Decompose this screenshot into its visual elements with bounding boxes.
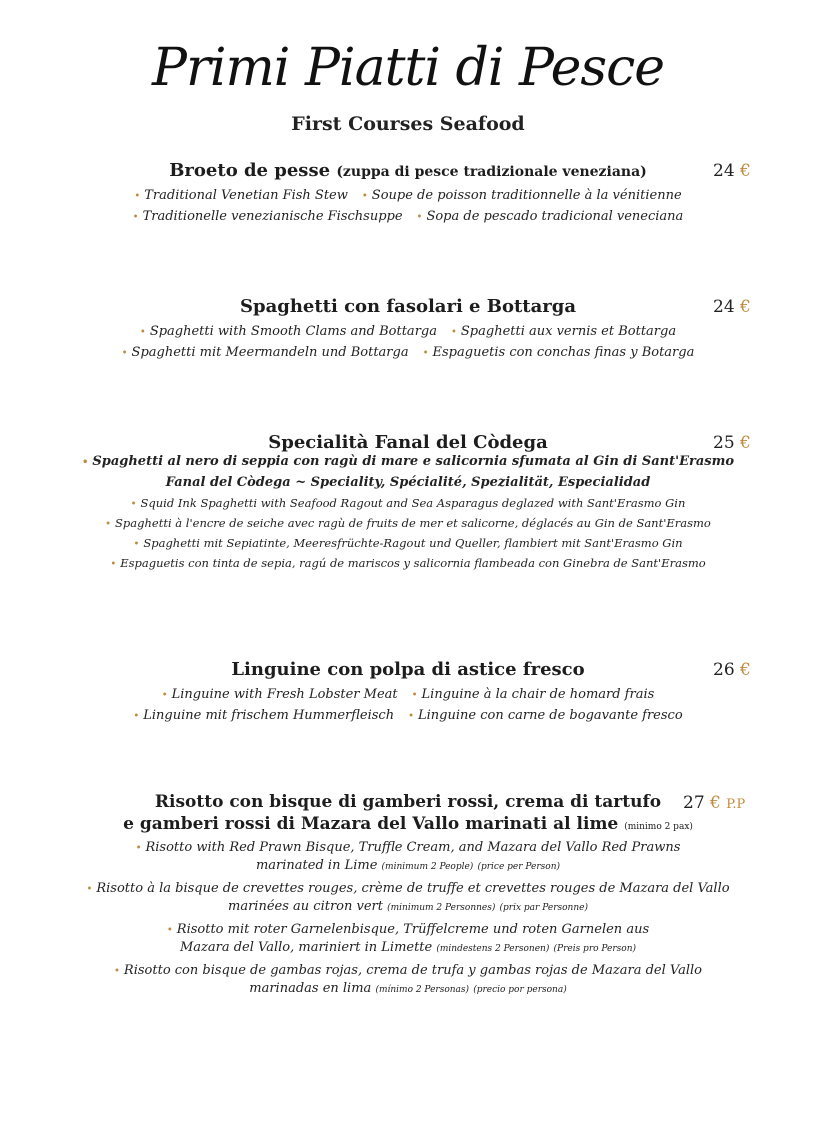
translation-line: • Spaghetti à l'encre de seiche avec ragù de fruits de mer et salicorne, déglacés au Gin de Sant'Erasmo [105, 516, 711, 530]
translation-line: • Traditional Venetian Fish Stew • Soupe de poisson traditionnelle à la vénitienne [134, 188, 682, 203]
dish-price: 27 € P.P [683, 793, 746, 813]
dish-name-line-2: e gamberi rossi di Mazara del Vallo marinati al lime (minimo 2 pax) [123, 814, 693, 834]
translation-line: • Linguine mit frischem Hummerfleisch • Linguine con carne de bogavante fresco [133, 708, 683, 723]
translation-line: • Squid Ink Spaghetti with Seafood Ragout and Sea Asparagus deglazed with Sant'Erasmo Gin [130, 496, 686, 510]
translation-line: • Risotto mit roter Garnelenbisque, Trüffelcreme und roten Garnelen aus [166, 922, 650, 937]
speciality-line: Fanal del Còdega ~ Speciality, Spécialité, Spezialität, Especialidad [165, 475, 651, 490]
menu-title: Primi Piatti di Pesce [152, 38, 664, 98]
translation-line: • Espaguetis con tinta de sepia, ragú de mariscos y salicornia flambeada con Ginebra de Sant'Erasmo [110, 556, 706, 570]
dish-name: Spaghetti con fasolari e Bottarga [239, 296, 577, 317]
dish-name: Specialità Fanal del Còdega [268, 432, 548, 453]
dish-price: 26 € [713, 660, 751, 680]
dish-specialita-fanal [0, 432, 816, 570]
translation-line: marinated in Lime (minimum 2 People) (price per Person) [255, 858, 561, 873]
translation-line: • Risotto à la bisque de crevettes rouges, crème de truffe et crevettes rouges de Mazara del Vallo [86, 881, 730, 896]
dish-name-line-1: Risotto con bisque di gamberi rossi, crema di tartufo [154, 792, 662, 812]
translation-line: • Traditionelle venezianische Fischsuppe • Sopa de pescado tradicional veneciana [132, 209, 684, 224]
dish-price: 25 € [713, 433, 751, 453]
translation-line: • Risotto con bisque de gambas rojas, crema de trufa y gambas rojas de Mazara del Vallo [114, 963, 702, 978]
dish-name: Linguine con polpa di astice fresco [231, 659, 585, 680]
dish-spaghetti-fasolari [0, 296, 816, 360]
translation-line: • Spaghetti with Smooth Clams and Bottarga • Spaghetti aux vernis et Bottarga [139, 324, 677, 339]
translation-line: • Risotto with Red Prawn Bisque, Truffle Cream, and Mazara del Vallo Red Prawns [135, 840, 681, 855]
translation-line: marinadas en lima (mínimo 2 Personas) (precio por persona) [249, 981, 567, 996]
translation-line: • Spaghetti mit Sepiatinte, Meeresfrüchte-Ragout und Queller, flambiert mit Sant'Erasmo Gin [133, 536, 683, 550]
menu-subtitle: First Courses Seafood [291, 113, 525, 135]
dish-risotto-bisque [0, 792, 816, 996]
dish-name: Broeto de pesse (zuppa di pesce tradizionale veneziana) [169, 160, 647, 181]
dish-broeto [0, 160, 816, 224]
translation-line: • Linguine with Fresh Lobster Meat • Linguine à la chair de homard frais [161, 687, 655, 702]
translation-line: Mazara del Vallo, mariniert in Limette (mindestens 2 Personen) (Preis pro Person) [179, 940, 637, 955]
description-line: • Spaghetti al nero di seppia con ragù di mare e salicornia sfumata al Gin di Sant'Erasmo [81, 454, 735, 469]
translation-line: marinées au citron vert (minimum 2 Personnes) (prix par Personne) [228, 899, 588, 914]
dish-price: 24 € [713, 297, 751, 317]
dish-price: 24 € [713, 161, 751, 181]
translation-line: • Spaghetti mit Meermandeln und Bottarga • Espaguetis con conchas finas y Botarga [121, 345, 695, 360]
dish-linguine-astice [0, 659, 816, 723]
